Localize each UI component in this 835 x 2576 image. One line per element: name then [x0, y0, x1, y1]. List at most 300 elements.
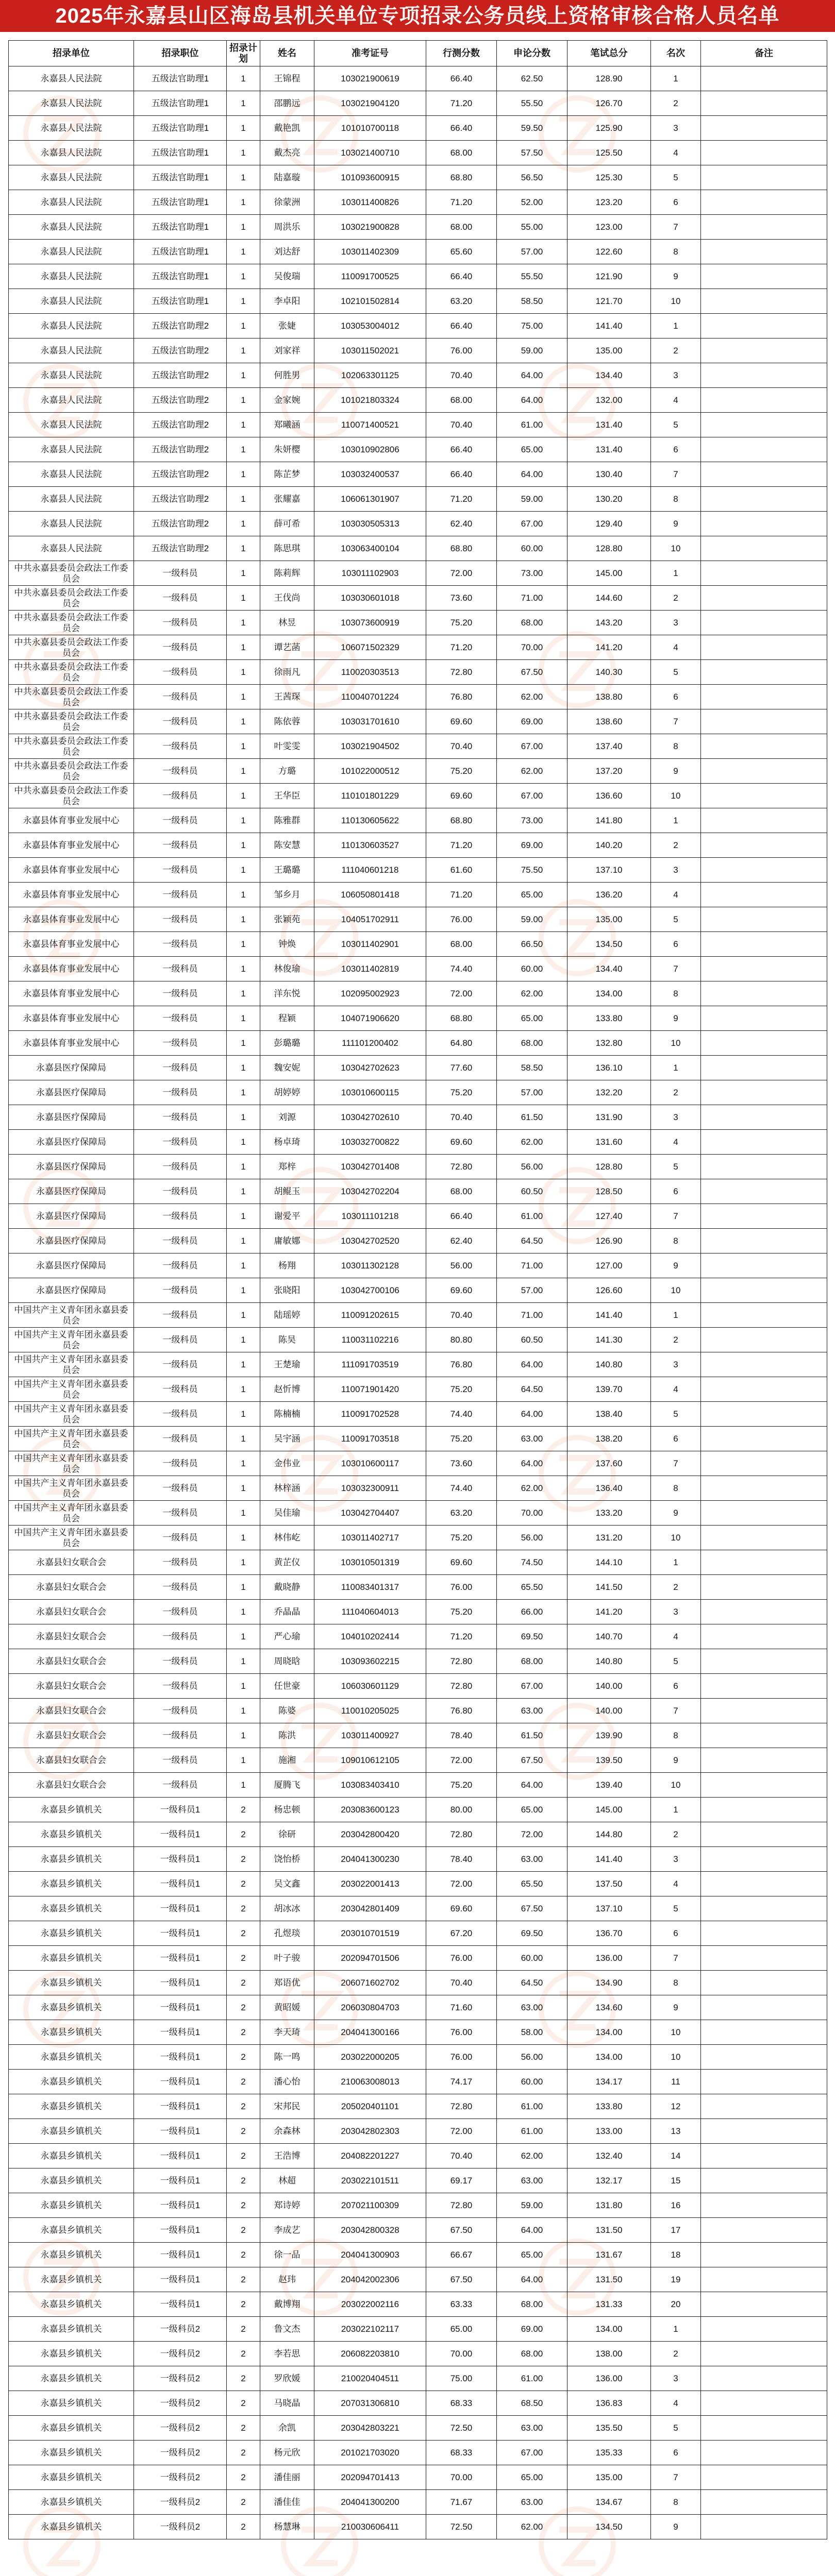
cell-exam-id: 103021900619: [314, 66, 426, 91]
cell-exam-id: 204042002306: [314, 2267, 426, 2292]
cell-position: 一级科员: [134, 1130, 227, 1155]
cell-name: 邹乡月: [260, 883, 314, 907]
cell-remark: [701, 932, 827, 957]
cell-rank: 18: [651, 2243, 701, 2267]
table-row: [9, 215, 827, 240]
cell-xingce: 76.80: [426, 1699, 497, 1723]
cell-exam-id: 110031102216: [314, 1328, 426, 1352]
cell-rank: 1: [651, 1798, 701, 1822]
cell-shenlun: 69.50: [497, 1921, 567, 1946]
cell-name: 李若思: [260, 2342, 314, 2366]
cell-unit: 永嘉县乡镇机关: [9, 2218, 134, 2243]
cell-rank: 10: [651, 1526, 701, 1550]
cell-unit: 永嘉县妇女联合会: [9, 1773, 134, 1798]
cell-name: 陈芷梦: [260, 462, 314, 487]
cell-unit: 永嘉县妇女联合会: [9, 1699, 134, 1723]
cell-shenlun: 63.00: [497, 1699, 567, 1723]
cell-shenlun: 60.00: [497, 1946, 567, 1971]
cell-xingce: 68.33: [426, 2441, 497, 2465]
cell-name: 林梓涵: [260, 1476, 314, 1501]
cell-name: 徐一品: [260, 2243, 314, 2267]
cell-name: 王伐尚: [260, 586, 314, 611]
cell-unit: 永嘉县医疗保障局: [9, 1056, 134, 1080]
cell-position: 一级科员1: [134, 2045, 227, 2070]
cell-remark: [701, 2465, 827, 2490]
cell-name: 潘心怡: [260, 2070, 314, 2094]
cell-name: 王浩博: [260, 2144, 314, 2168]
table-row: [9, 784, 827, 808]
cell-total: 133.80: [567, 2094, 651, 2119]
cell-shenlun: 69.50: [497, 1624, 567, 1649]
cell-remark: [701, 264, 827, 289]
cell-remark: [701, 314, 827, 338]
cell-plan: 2: [227, 2020, 260, 2045]
cell-plan: 1: [227, 165, 260, 190]
table-row: [9, 833, 827, 858]
cell-unit: 永嘉县乡镇机关: [9, 1872, 134, 1896]
cell-unit: 永嘉县乡镇机关: [9, 1798, 134, 1822]
cell-plan: 1: [227, 1501, 260, 1526]
cell-name: 杨元欣: [260, 2441, 314, 2465]
table-row: [9, 512, 827, 536]
cell-position: 一级科员1: [134, 2070, 227, 2094]
table-row: [9, 289, 827, 314]
cell-shenlun: 56.00: [497, 2045, 567, 2070]
cell-total: 139.90: [567, 1723, 651, 1748]
cell-position: 一级科员: [134, 1526, 227, 1550]
cell-xingce: 64.80: [426, 1031, 497, 1056]
cell-unit: 中共永嘉县委员会政法工作委员会: [9, 611, 134, 635]
cell-rank: 5: [651, 165, 701, 190]
cell-remark: [701, 91, 827, 116]
cell-name: 何胜男: [260, 363, 314, 388]
cell-unit: 永嘉县妇女联合会: [9, 1723, 134, 1748]
cell-rank: 4: [651, 2391, 701, 2416]
cell-shenlun: 68.00: [497, 2292, 567, 2317]
cell-shenlun: 62.00: [497, 2515, 567, 2539]
cell-unit: 永嘉县医疗保障局: [9, 1229, 134, 1253]
cell-name: 王璐璐: [260, 858, 314, 883]
cell-plan: 1: [227, 1080, 260, 1105]
cell-remark: [701, 1896, 827, 1921]
cell-remark: [701, 1229, 827, 1253]
cell-unit: 永嘉县人民法院: [9, 190, 134, 215]
cell-exam-id: 103042702610: [314, 1105, 426, 1130]
cell-total: 140.80: [567, 1352, 651, 1377]
cell-name: 叶子骏: [260, 1946, 314, 1971]
cell-remark: [701, 1575, 827, 1600]
cell-total: 130.40: [567, 462, 651, 487]
cell-name: 陈思琪: [260, 536, 314, 561]
cell-exam-id: 203022101511: [314, 2168, 426, 2193]
cell-plan: 1: [227, 1031, 260, 1056]
cell-xingce: 80.80: [426, 1328, 497, 1352]
cell-shenlun: 70.00: [497, 635, 567, 660]
table-row: [9, 1303, 827, 1328]
cell-remark: [701, 611, 827, 635]
cell-total: 129.40: [567, 512, 651, 536]
table-row: [9, 2515, 827, 2539]
cell-plan: 1: [227, 932, 260, 957]
cell-remark: [701, 1278, 827, 1303]
cell-total: 137.20: [567, 759, 651, 784]
cell-rank: 6: [651, 1427, 701, 1451]
cell-rank: 1: [651, 66, 701, 91]
cell-xingce: 73.60: [426, 1451, 497, 1476]
cell-rank: 8: [651, 734, 701, 759]
cell-unit: 永嘉县人民法院: [9, 413, 134, 437]
cell-total: 137.50: [567, 1872, 651, 1896]
cell-total: 134.60: [567, 1995, 651, 2020]
cell-total: 136.60: [567, 784, 651, 808]
cell-plan: 1: [227, 1748, 260, 1773]
col-header-total: 笔试总分: [567, 41, 651, 66]
cell-total: 125.30: [567, 165, 651, 190]
cell-name: 陈雅群: [260, 808, 314, 833]
cell-remark: [701, 1155, 827, 1179]
cell-position: 五级法官助理1: [134, 116, 227, 141]
cell-plan: 2: [227, 2391, 260, 2416]
cell-xingce: 72.00: [426, 1748, 497, 1773]
cell-position: 一级科员: [134, 957, 227, 981]
cell-plan: 1: [227, 1179, 260, 1204]
cell-position: 五级法官助理1: [134, 289, 227, 314]
table-row: [9, 165, 827, 190]
cell-name: 王茜琛: [260, 685, 314, 709]
cell-rank: 11: [651, 2070, 701, 2094]
cell-unit: 永嘉县乡镇机关: [9, 2366, 134, 2391]
cell-rank: 3: [651, 116, 701, 141]
cell-remark: [701, 1130, 827, 1155]
cell-xingce: 65.60: [426, 240, 497, 264]
cell-name: 王华臣: [260, 784, 314, 808]
cell-shenlun: 61.00: [497, 2366, 567, 2391]
cell-total: 141.20: [567, 635, 651, 660]
table-row: [9, 141, 827, 165]
cell-remark: [701, 759, 827, 784]
cell-total: 144.60: [567, 586, 651, 611]
cell-name: 陈依蓉: [260, 709, 314, 734]
cell-unit: 永嘉县乡镇机关: [9, 1896, 134, 1921]
cell-name: 谢爱平: [260, 1204, 314, 1229]
cell-total: 128.90: [567, 66, 651, 91]
cell-exam-id: 110020303513: [314, 660, 426, 685]
cell-rank: 9: [651, 512, 701, 536]
cell-total: 144.10: [567, 1550, 651, 1575]
cell-rank: 9: [651, 1501, 701, 1526]
table-row: [9, 1946, 827, 1971]
cell-unit: 永嘉县体育事业发展中心: [9, 883, 134, 907]
cell-position: 一级科员2: [134, 2317, 227, 2342]
cell-name: 张婕: [260, 314, 314, 338]
cell-remark: [701, 1056, 827, 1080]
cell-remark: [701, 413, 827, 437]
cell-position: 五级法官助理1: [134, 215, 227, 240]
cell-remark: [701, 1723, 827, 1748]
cell-total: 131.20: [567, 1526, 651, 1550]
cell-shenlun: 64.00: [497, 363, 567, 388]
cell-total: 133.00: [567, 2119, 651, 2144]
cell-remark: [701, 536, 827, 561]
cell-unit: 永嘉县体育事业发展中心: [9, 808, 134, 833]
cell-xingce: 72.80: [426, 660, 497, 685]
cell-plan: 1: [227, 1773, 260, 1798]
cell-remark: [701, 1872, 827, 1896]
cell-remark: [701, 2292, 827, 2317]
table-row: [9, 240, 827, 264]
cell-shenlun: 62.50: [497, 66, 567, 91]
cell-total: 134.17: [567, 2070, 651, 2094]
cell-rank: 2: [651, 1080, 701, 1105]
cell-exam-id: 104010202414: [314, 1624, 426, 1649]
cell-name: 胡鲲玉: [260, 1179, 314, 1204]
cell-position: 五级法官助理2: [134, 338, 227, 363]
cell-position: 一级科员: [134, 1204, 227, 1229]
cell-rank: 7: [651, 1451, 701, 1476]
table-row: [9, 2267, 827, 2292]
cell-remark: [701, 2020, 827, 2045]
cell-rank: 8: [651, 981, 701, 1006]
cell-shenlun: 60.50: [497, 1179, 567, 1204]
cell-total: 140.00: [567, 1674, 651, 1699]
cell-remark: [701, 1600, 827, 1624]
cell-rank: 7: [651, 709, 701, 734]
cell-unit: 中共永嘉县委员会政法工作委员会: [9, 586, 134, 611]
cell-remark: [701, 2070, 827, 2094]
cell-unit: 中共永嘉县委员会政法工作委员会: [9, 685, 134, 709]
cell-plan: 1: [227, 833, 260, 858]
cell-shenlun: 58.50: [497, 1056, 567, 1080]
cell-xingce: 66.67: [426, 2243, 497, 2267]
cell-shenlun: 57.50: [497, 141, 567, 165]
table-row: [9, 413, 827, 437]
cell-exam-id: 210020404511: [314, 2366, 426, 2391]
cell-remark: [701, 240, 827, 264]
cell-rank: 9: [651, 264, 701, 289]
cell-total: 140.00: [567, 1699, 651, 1723]
cell-name: 郑语优: [260, 1971, 314, 1995]
cell-exam-id: 103021904502: [314, 734, 426, 759]
cell-xingce: 72.80: [426, 2193, 497, 2218]
cell-exam-id: 101010700118: [314, 116, 426, 141]
cell-name: 陈安慧: [260, 833, 314, 858]
cell-position: 一级科员2: [134, 2391, 227, 2416]
cell-position: 五级法官助理2: [134, 437, 227, 462]
cell-plan: 2: [227, 1946, 260, 1971]
cell-xingce: 68.80: [426, 808, 497, 833]
cell-unit: 永嘉县体育事业发展中心: [9, 1006, 134, 1031]
cell-xingce: 74.40: [426, 957, 497, 981]
cell-xingce: 65.00: [426, 2317, 497, 2342]
cell-exam-id: 110091703518: [314, 1427, 426, 1451]
cell-plan: 1: [227, 413, 260, 437]
cell-total: 126.90: [567, 1229, 651, 1253]
cell-total: 141.40: [567, 1847, 651, 1872]
table-row: [9, 116, 827, 141]
cell-xingce: 72.50: [426, 2515, 497, 2539]
cell-unit: 永嘉县医疗保障局: [9, 1155, 134, 1179]
cell-unit: 中国共产主义青年团永嘉县委员会: [9, 1501, 134, 1526]
cell-position: 一级科员: [134, 685, 227, 709]
table-row: [9, 2292, 827, 2317]
cell-xingce: 66.40: [426, 116, 497, 141]
table-row: [9, 858, 827, 883]
cell-plan: 1: [227, 66, 260, 91]
cell-exam-id: 110101801229: [314, 784, 426, 808]
cell-remark: [701, 388, 827, 413]
cell-shenlun: 58.50: [497, 289, 567, 314]
cell-shenlun: 69.00: [497, 833, 567, 858]
cell-remark: [701, 2416, 827, 2441]
cell-shenlun: 60.00: [497, 2070, 567, 2094]
cell-position: 一级科员: [134, 1303, 227, 1328]
table-row: [9, 1723, 827, 1748]
cell-name: 厦腾飞: [260, 1773, 314, 1798]
table-row: [9, 1278, 827, 1303]
cell-rank: 7: [651, 2465, 701, 2490]
table-row: [9, 981, 827, 1006]
cell-name: 邵鹏远: [260, 91, 314, 116]
cell-shenlun: 63.00: [497, 2168, 567, 2193]
cell-position: 一级科员: [134, 1501, 227, 1526]
cell-unit: 永嘉县人民法院: [9, 116, 134, 141]
cell-position: 一级科员1: [134, 2292, 227, 2317]
cell-unit: 永嘉县乡镇机关: [9, 2020, 134, 2045]
cell-unit: 永嘉县人民法院: [9, 240, 134, 264]
cell-shenlun: 75.50: [497, 858, 567, 883]
cell-xingce: 72.80: [426, 2094, 497, 2119]
cell-rank: 9: [651, 2515, 701, 2539]
cell-plan: 2: [227, 2168, 260, 2193]
table-row: [9, 2045, 827, 2070]
cell-unit: 永嘉县乡镇机关: [9, 1822, 134, 1847]
cell-shenlun: 59.50: [497, 116, 567, 141]
cell-remark: [701, 2490, 827, 2515]
cell-xingce: 66.40: [426, 1204, 497, 1229]
cell-shenlun: 52.00: [497, 190, 567, 215]
cell-xingce: 76.80: [426, 1352, 497, 1377]
cell-name: 徐研: [260, 1822, 314, 1847]
cell-total: 131.67: [567, 2243, 651, 2267]
cell-name: 施湘: [260, 1748, 314, 1773]
cell-unit: 中国共产主义青年团永嘉县委员会: [9, 1427, 134, 1451]
cell-name: 薛可希: [260, 512, 314, 536]
cell-exam-id: 101093600915: [314, 165, 426, 190]
table-row: [9, 388, 827, 413]
cell-exam-id: 111101200402: [314, 1031, 426, 1056]
cell-rank: 10: [651, 2045, 701, 2070]
cell-total: 132.17: [567, 2168, 651, 2193]
cell-shenlun: 68.00: [497, 611, 567, 635]
cell-xingce: 75.20: [426, 759, 497, 784]
cell-plan: 2: [227, 2292, 260, 2317]
table-row: [9, 1328, 827, 1352]
cell-position: 五级法官助理2: [134, 363, 227, 388]
cell-shenlun: 56.00: [497, 1526, 567, 1550]
cell-xingce: 70.40: [426, 363, 497, 388]
cell-exam-id: 202094701413: [314, 2465, 426, 2490]
cell-rank: 7: [651, 1204, 701, 1229]
cell-xingce: 67.50: [426, 2267, 497, 2292]
cell-exam-id: 103042700106: [314, 1278, 426, 1303]
cell-rank: 3: [651, 1847, 701, 1872]
cell-plan: 1: [227, 1649, 260, 1674]
cell-position: 一级科员: [134, 1476, 227, 1501]
cell-total: 139.70: [567, 1377, 651, 1402]
cell-xingce: 71.20: [426, 635, 497, 660]
table-row: [9, 907, 827, 932]
cell-name: 陆嘉璇: [260, 165, 314, 190]
cell-unit: 永嘉县体育事业发展中心: [9, 833, 134, 858]
cell-total: 138.80: [567, 685, 651, 709]
cell-position: 一级科员: [134, 1723, 227, 1748]
table-row: [9, 1377, 827, 1402]
cell-total: 138.60: [567, 709, 651, 734]
cell-plan: 1: [227, 907, 260, 932]
cell-plan: 1: [227, 808, 260, 833]
cell-shenlun: 74.50: [497, 1550, 567, 1575]
cell-plan: 2: [227, 2144, 260, 2168]
cell-plan: 1: [227, 1130, 260, 1155]
cell-rank: 6: [651, 932, 701, 957]
cell-total: 141.20: [567, 1600, 651, 1624]
cell-exam-id: 111040604013: [314, 1600, 426, 1624]
cell-shenlun: 58.00: [497, 2020, 567, 2045]
cell-plan: 1: [227, 685, 260, 709]
cell-shenlun: 65.00: [497, 1006, 567, 1031]
cell-name: 余凯: [260, 2416, 314, 2441]
cell-xingce: 75.20: [426, 1526, 497, 1550]
cell-position: 一级科员2: [134, 2342, 227, 2366]
cell-position: 一级科员: [134, 1649, 227, 1674]
cell-xingce: 69.60: [426, 1550, 497, 1575]
table-row: [9, 1179, 827, 1204]
cell-remark: [701, 635, 827, 660]
cell-exam-id: 203010701519: [314, 1921, 426, 1946]
cell-name: 周洪乐: [260, 215, 314, 240]
cell-remark: [701, 1699, 827, 1723]
cell-exam-id: 104051702911: [314, 907, 426, 932]
cell-xingce: 76.00: [426, 2045, 497, 2070]
cell-total: 141.80: [567, 808, 651, 833]
cell-plan: 1: [227, 784, 260, 808]
cell-plan: 1: [227, 1575, 260, 1600]
cell-unit: 永嘉县人民法院: [9, 536, 134, 561]
cell-remark: [701, 561, 827, 586]
cell-plan: 2: [227, 2465, 260, 2490]
cell-plan: 1: [227, 1476, 260, 1501]
cell-exam-id: 103011400826: [314, 190, 426, 215]
cell-name: 徐雨凡: [260, 660, 314, 685]
table-row: [9, 314, 827, 338]
cell-xingce: 62.40: [426, 1229, 497, 1253]
cell-xingce: 74.40: [426, 1402, 497, 1427]
cell-exam-id: 103011502021: [314, 338, 426, 363]
cell-exam-id: 103011402819: [314, 957, 426, 981]
table-row: [9, 734, 827, 759]
cell-name: 潘佳佳: [260, 2490, 314, 2515]
cell-position: 一级科员: [134, 1080, 227, 1105]
cell-rank: 10: [651, 1278, 701, 1303]
cell-exam-id: 103011400927: [314, 1723, 426, 1748]
cell-rank: 2: [651, 586, 701, 611]
cell-rank: 10: [651, 536, 701, 561]
cell-total: 135.00: [567, 338, 651, 363]
cell-rank: 4: [651, 635, 701, 660]
cell-rank: 10: [651, 2020, 701, 2045]
cell-name: 黄芷仪: [260, 1550, 314, 1575]
cell-total: 128.50: [567, 1179, 651, 1204]
